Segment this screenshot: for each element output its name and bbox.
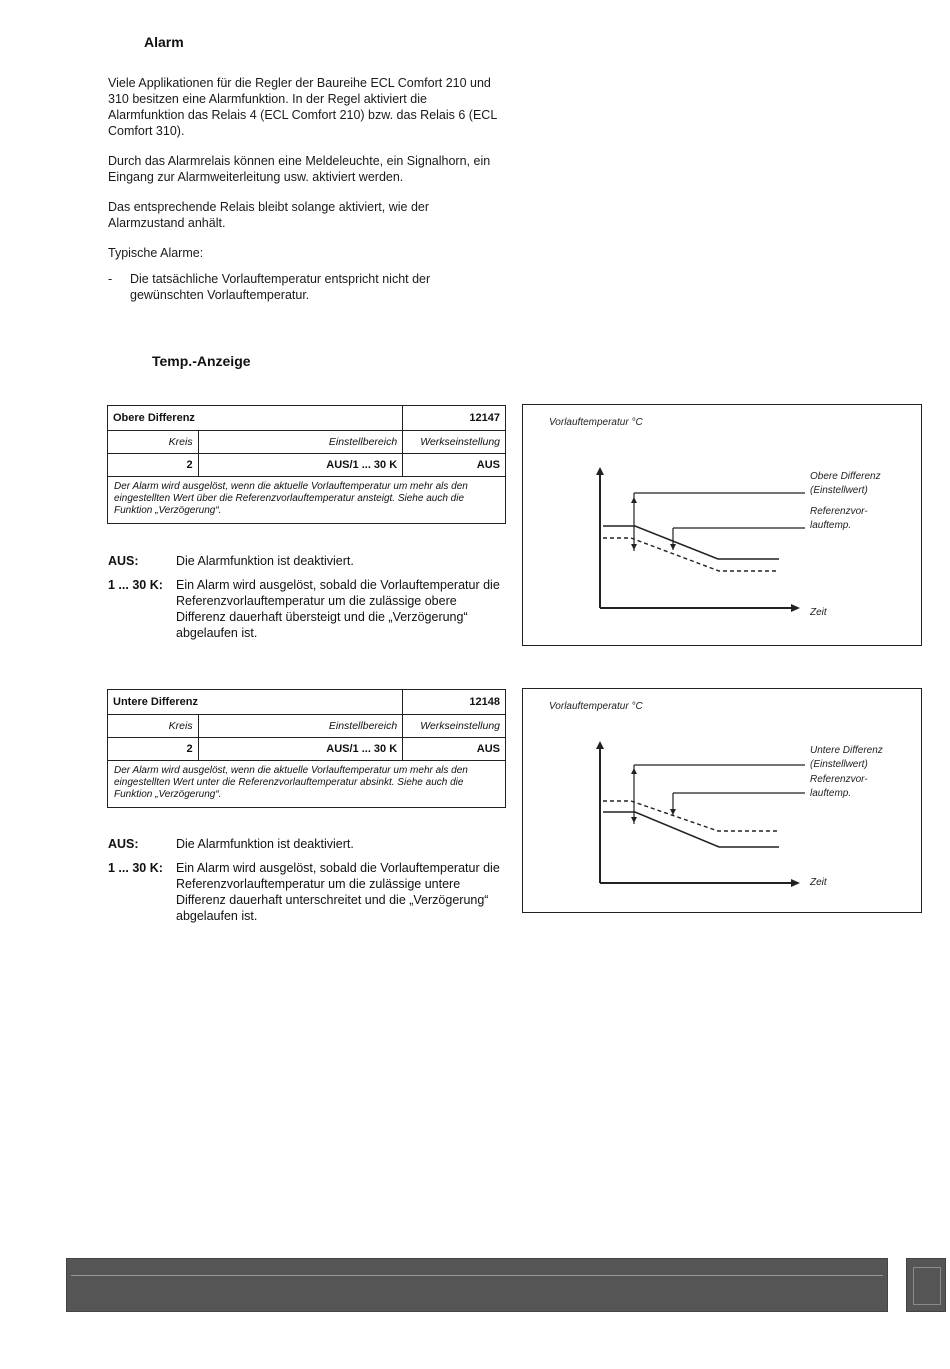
- definition-text: Ein Alarm wird ausgelöst, sobald die Vorlauftemperatur die Referenzvorlauftemperatur um die zulässige untere Differenz dauerhaft unterschreitet und die „Verzögerung“ abgelaufen ist.: [176, 861, 500, 923]
- heading-alarm: Alarm: [144, 34, 184, 50]
- alarm-description: [108, 75, 503, 303]
- value-range: AUS/1 ... 30 K: [198, 454, 403, 477]
- heading-temp-anzeige: Temp.-Anzeige: [152, 353, 251, 369]
- label-einstellwert: (Einstellwert): [810, 759, 868, 770]
- definition-aus: [108, 553, 506, 569]
- param-table-untere-differenz: [107, 689, 506, 808]
- param-code: 12147: [403, 406, 506, 431]
- col-range: Einstellbereich: [198, 715, 403, 738]
- definition-key: AUS:: [108, 554, 139, 568]
- definition-range: [108, 577, 506, 641]
- diagram-y-label: Vorlauftemperatur °C: [549, 701, 643, 712]
- bullet-text: Die tatsächliche Vorlauftemperatur entspricht nicht der gewünschten Vorlauftemperatur.: [130, 272, 431, 302]
- label-referenz-2: lauftemp.: [810, 520, 852, 531]
- footer-bar: [66, 1258, 888, 1312]
- paragraph: Viele Applikationen für die Regler der Baureihe ECL Comfort 210 und 310 besitzen eine Alarmfunktion. In der Regel aktiviert die Alarmfunktion das Relais 4 (ECL Comfort 210) bzw. das Relais 6 (ECL Comfort 310).: [108, 76, 497, 138]
- paragraph: Das entsprechende Relais bleibt solange aktiviert, wie der Alarmzustand anhält.: [108, 200, 430, 230]
- label-obere-differenz: Obere Differenz: [810, 471, 881, 482]
- definition-range: [108, 860, 506, 924]
- col-kreis: Kreis: [108, 715, 199, 738]
- value-kreis: 2: [108, 738, 199, 761]
- page-number-box: [906, 1258, 946, 1312]
- value-range: AUS/1 ... 30 K: [198, 738, 403, 761]
- definition-text: Die Alarmfunktion ist deaktiviert.: [176, 837, 354, 851]
- value-default: AUS: [403, 454, 506, 477]
- diagram-obere-differenz: [522, 404, 922, 646]
- definition-key: AUS:: [108, 837, 139, 851]
- definition-key: 1 ... 30 K:: [108, 578, 163, 592]
- definition-text: Die Alarmfunktion ist deaktiviert.: [176, 554, 354, 568]
- diagram-x-label: Zeit: [810, 877, 827, 888]
- label-untere-differenz: Untere Differenz: [810, 745, 883, 756]
- bullet-marker: -: [108, 272, 113, 286]
- paragraph: Durch das Alarmrelais können eine Meldeleuchte, ein Signalhorn, ein Eingang zur Alarmweiterleitung usw. aktiviert werden.: [108, 154, 491, 184]
- label-referenz: Referenzvor-: [810, 774, 868, 785]
- param-note: Der Alarm wird ausgelöst, wenn die aktuelle Vorlauftemperatur um mehr als den eingestellten Wert unter die Referenzvorlauftemperatur absinkt. Siehe auch die Funktion „Verzögerung“.: [108, 761, 506, 808]
- col-kreis: Kreis: [108, 431, 199, 454]
- col-default: Werkseinstellung: [403, 431, 506, 454]
- col-range: Einstellbereich: [198, 431, 403, 454]
- value-kreis: 2: [108, 454, 199, 477]
- param-title: Untere Differenz: [108, 690, 403, 715]
- list-item: [108, 271, 503, 303]
- param-note: Der Alarm wird ausgelöst, wenn die aktuelle Vorlauftemperatur um mehr als den eingestellten Wert über die Referenzvorlauftemperatur ansteigt. Siehe auch die Funktion „Verzögerung“.: [108, 477, 506, 524]
- param-title: Obere Differenz: [108, 406, 403, 431]
- definition-key: 1 ... 30 K:: [108, 861, 163, 875]
- diagram-untere-differenz: [522, 688, 922, 913]
- label-referenz: Referenzvor-: [810, 506, 868, 517]
- param-code: 12148: [403, 690, 506, 715]
- label-referenz-2: lauftemp.: [810, 788, 852, 799]
- param-table-obere-differenz: [107, 405, 506, 524]
- value-default: AUS: [403, 738, 506, 761]
- diagram-x-label: Zeit: [810, 607, 827, 618]
- label-einstellwert: (Einstellwert): [810, 485, 868, 496]
- definition-aus: [108, 836, 506, 852]
- col-default: Werkseinstellung: [403, 715, 506, 738]
- definition-text: Ein Alarm wird ausgelöst, sobald die Vorlauftemperatur die Referenzvorlauftemperatur um die zulässige obere Differenz dauerhaft übersteigt und die „Verzögerung“ abgelaufen ist.: [176, 578, 500, 640]
- diagram-y-label: Vorlauftemperatur °C: [549, 417, 643, 428]
- paragraph: Typische Alarme:: [108, 246, 204, 260]
